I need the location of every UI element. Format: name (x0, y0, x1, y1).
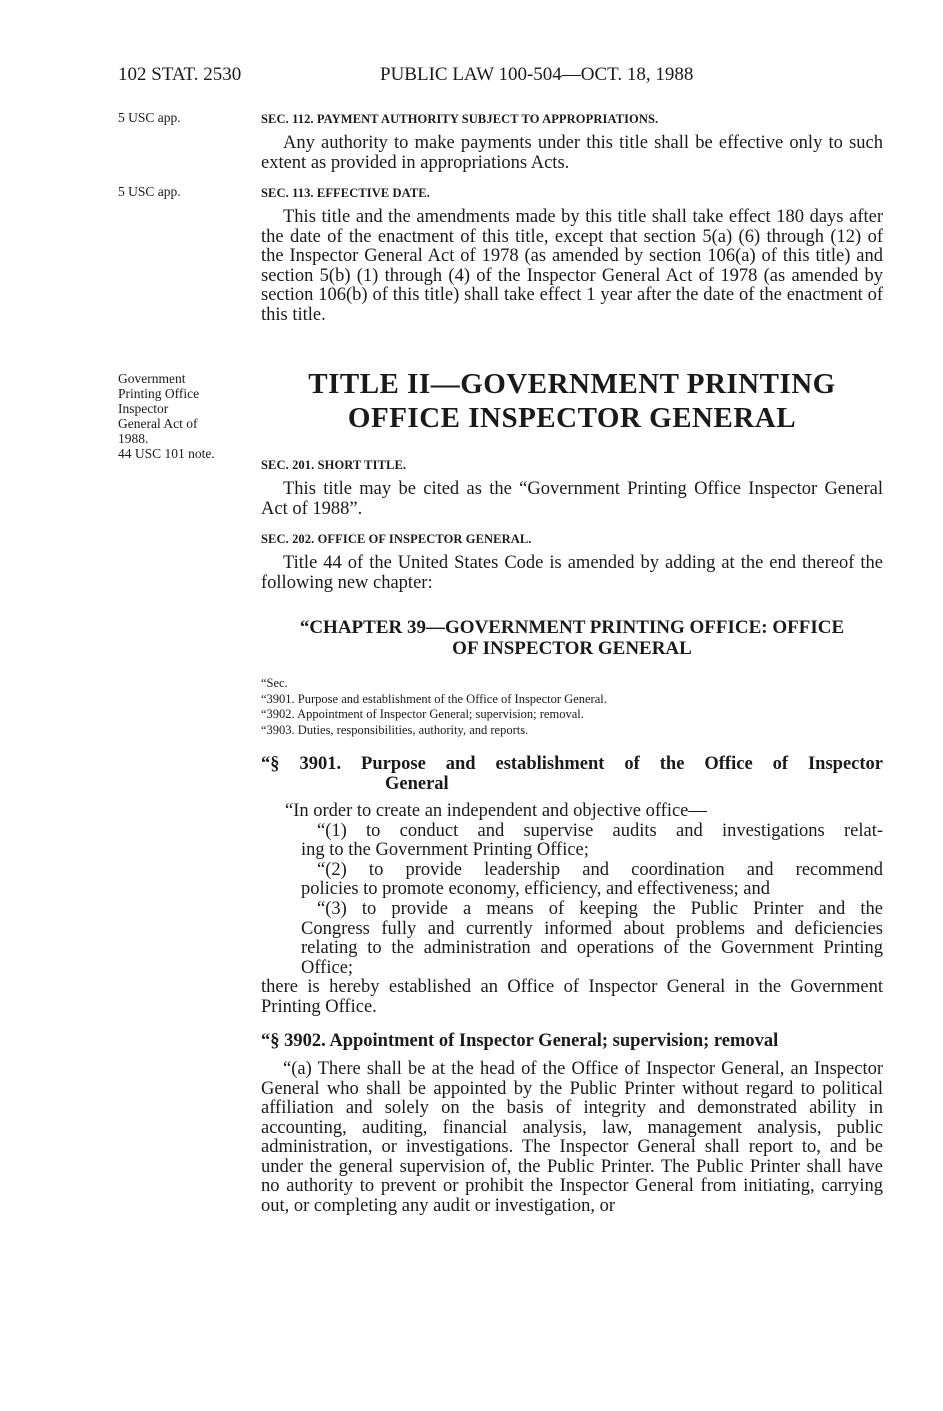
section-202 (261, 532, 883, 593)
chapter-line: OF INSPECTOR GENERAL (452, 638, 692, 659)
margin-note-line: General Act of (118, 416, 198, 431)
margin-note-usc-app-1: 5 USC app. (118, 110, 181, 125)
section-3902-body (261, 1060, 883, 1216)
margin-note-line: Inspector (118, 401, 169, 416)
section-3901-tail: there is hereby established an Office of Inspector General in the Government Printing Office. (261, 977, 883, 1017)
section-112 (261, 112, 883, 173)
heading-line: General (385, 774, 449, 794)
heading-line: “§ 3902. Appointment of Inspector General; supervision; removal (261, 1031, 779, 1051)
heading-line: “§ 3901. Purpose and establishment of the Office of Inspector (261, 754, 883, 774)
margin-note-gpo-act (118, 371, 253, 461)
section-heading: SEC. 201. SHORT TITLE. (261, 458, 407, 472)
section-3901-intro: “In order to create an independent and objective office— (285, 801, 707, 821)
chapter-line: “CHAPTER 39—GOVERNMENT PRINTING OFFICE: OFFICE (299, 617, 845, 638)
section-3901-heading (261, 754, 883, 794)
section-3901-body (261, 802, 883, 1018)
margin-note-44-usc: 44 USC 101 note. (118, 446, 215, 461)
section-text: This title may be cited as the “Government Printing Office Inspector General Act of 1988”. (261, 479, 883, 519)
toc-item: “3903. Duties, responsibilities, authority, and reports. (261, 722, 529, 737)
title-line: OFFICE INSPECTOR GENERAL (347, 402, 797, 434)
page-header (118, 64, 883, 86)
item-rest: Congress fully and currently informed about problems and deficiencies relating to the administration and operations of the Government Printing Office; (301, 918, 883, 978)
chapter-table-of-contents (261, 676, 883, 738)
purpose-item-1 (261, 822, 883, 861)
section-text: Title 44 of the United States Code is amended by adding at the end thereof the following new chapter: (261, 553, 883, 593)
margin-note-line: 1988. (118, 431, 149, 446)
section-text: This title and the amendments made by this title shall take effect 180 days after the date of the enactment of this title, except that section 5(a) (6) through (12) of the Inspector General Act of 1978 (as amended by section 106(a) of this title) and section 5(b) (1) through (4) of the Inspector General Act of 1978 (as amended by section 106(b) of this title) shall take effect 1 year after the date of the enactment of this title. (261, 207, 883, 325)
purpose-item-3 (261, 900, 883, 978)
public-law-citation: PUBLIC LAW 100-504—OCT. 18, 1988 (380, 64, 694, 85)
item-first-line: “(2) to provide leadership and coordination and recommend (317, 859, 883, 880)
item-first-line: “(3) to provide a means of keeping the Public Printer and the (317, 898, 883, 919)
section-heading: SEC. 202. OFFICE OF INSPECTOR GENERAL. (261, 532, 532, 546)
item-rest: ing to the Government Printing Office; (301, 840, 589, 861)
title-line: TITLE II—GOVERNMENT PRINTING (308, 368, 836, 400)
title-ii-heading (261, 367, 883, 435)
section-heading: SEC. 112. PAYMENT AUTHORITY SUBJECT TO APPROPRIATIONS. (261, 112, 659, 126)
toc-item: “3902. Appointment of Inspector General; supervision; removal. (261, 707, 584, 721)
section-heading: SEC. 113. EFFECTIVE DATE. (261, 186, 430, 200)
section-text: Any authority to make payments under this title shall be effective only to such extent as provided in appropriations Acts. (261, 133, 883, 173)
purpose-item-2 (261, 861, 883, 900)
item-first-line: “(1) to conduct and supervise audits and investigations relat- (317, 820, 883, 841)
chapter-39-heading (261, 617, 883, 659)
section-3902-heading (261, 1031, 883, 1051)
section-113 (261, 186, 883, 325)
margin-note-usc-app-2: 5 USC app. (118, 184, 181, 199)
section-201 (261, 458, 883, 519)
item-rest: policies to promote economy, efficiency, and effectiveness; and (301, 879, 771, 900)
margin-note-line: Government (118, 371, 186, 386)
section-text: “(a) There shall be at the head of the Office of Inspector General, an Inspector General who shall be appointed by the Public Printer without regard to political affiliation and solely on the basis of integrity and demonstrated ability in accounting, auditing, financial analysis, law, management analysis, public administration, or investigations. The Inspector General shall report to, and be under the general supervision of, the Public Printer. The Public Printer shall have no authority to prevent or prohibit the Inspector General from initiating, carrying out, or completing any audit or investigation, or (261, 1059, 883, 1216)
toc-item: “3901. Purpose and establishment of the Office of Inspector General. (261, 691, 607, 706)
toc-sec-label: “Sec. (261, 676, 288, 690)
margin-note-line: Printing Office (118, 386, 200, 401)
stat-page-number: 102 STAT. 2530 (118, 64, 242, 85)
